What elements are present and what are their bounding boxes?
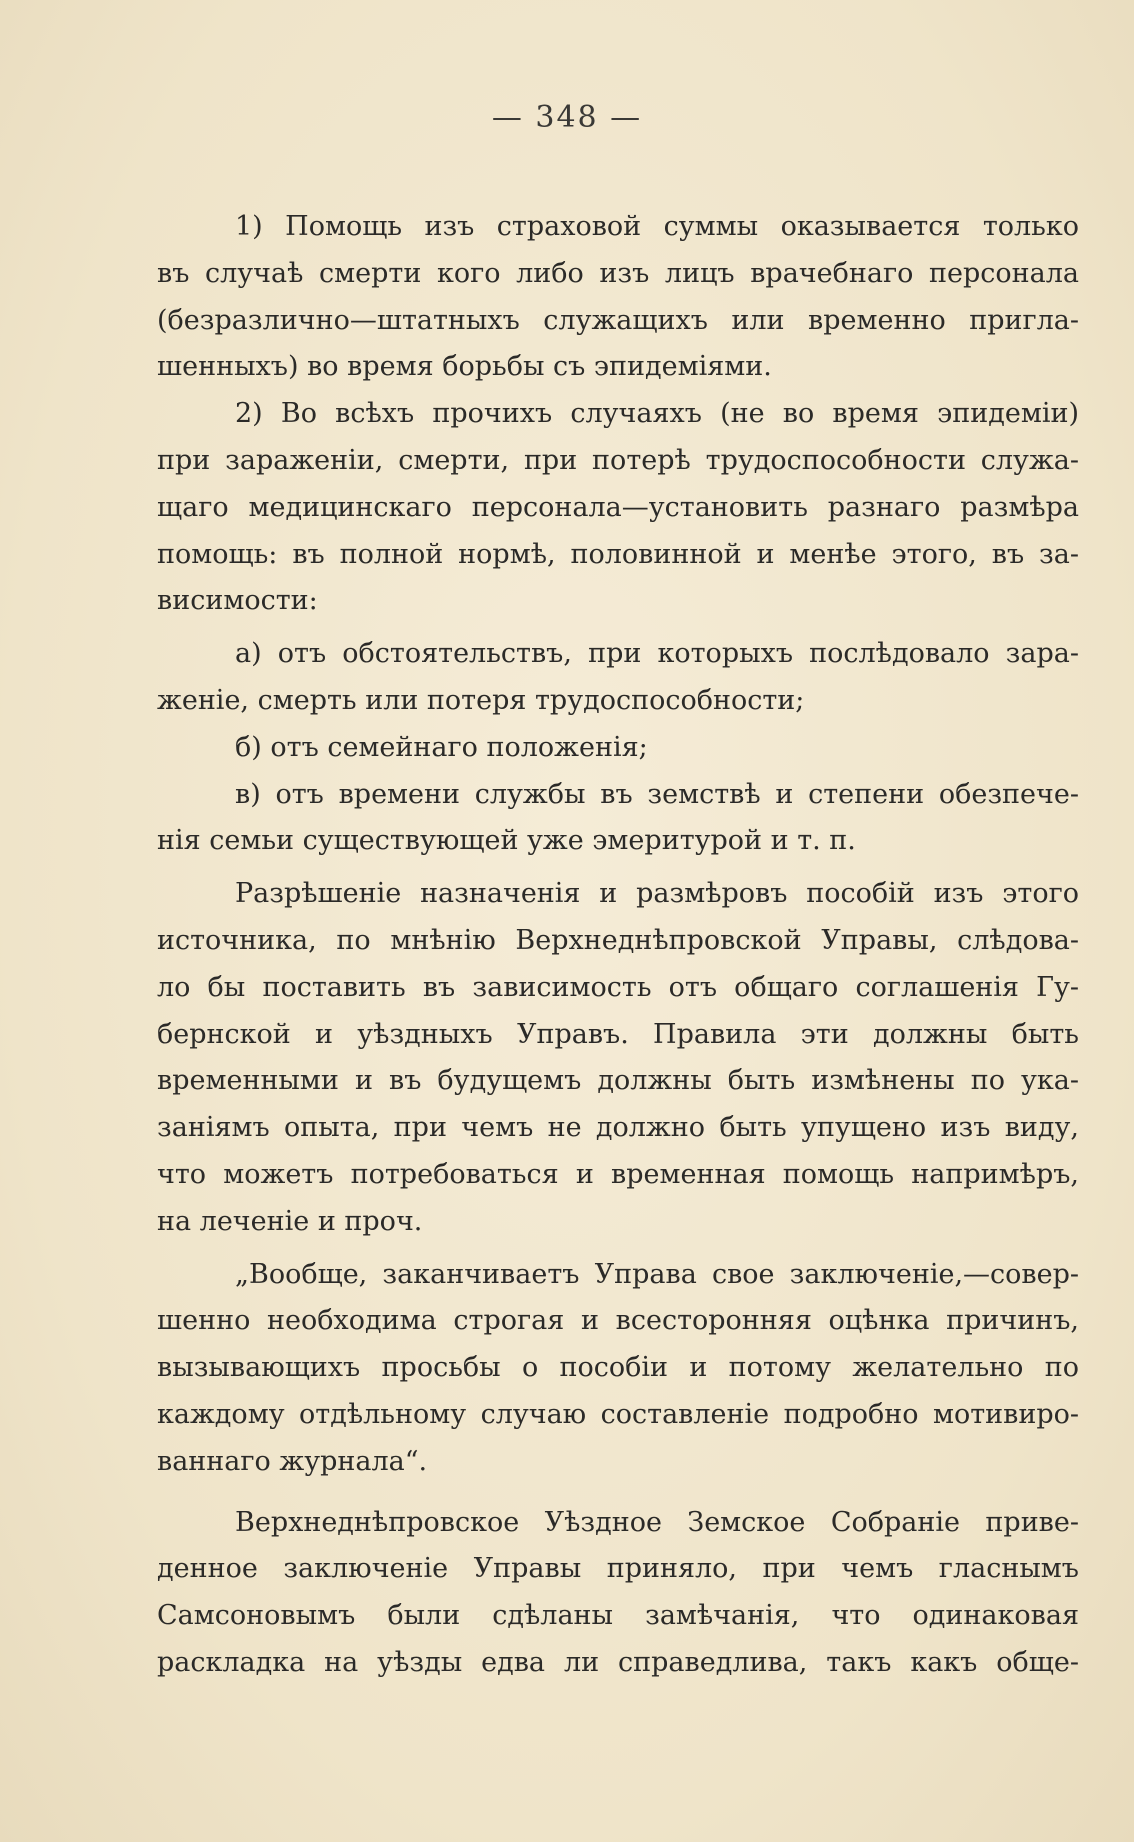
- text-line: шенныхъ) во время борьбы съ эпидеміями.: [157, 351, 772, 383]
- text-line: источника, по мнѣнію Верхнеднѣпровской Управы, слѣдова-: [157, 924, 1079, 956]
- paragraph-4: [157, 1252, 1079, 1486]
- body-text: [157, 204, 1079, 1687]
- text-line: щаго медицинскаго персонала—установить разнаго размѣра: [157, 491, 1079, 523]
- page-number: — 348 —: [491, 100, 643, 135]
- text-line: въ случаѣ смерти кого либо изъ лицъ врачебнаго персонала: [157, 257, 1079, 289]
- text-line: 1) Помощь изъ страховой суммы оказывается только: [235, 211, 1079, 242]
- text-line: шенно необходима строгая и всесторонняя оцѣнка причинъ,: [157, 1305, 1079, 1337]
- paragraph-3: [157, 871, 1079, 1245]
- text-line: б) отъ семейнаго положенія;: [235, 731, 648, 763]
- text-line: денное заключеніе Управы приняло, при чемъ гласнымъ: [157, 1553, 1079, 1585]
- text-line: временными и въ будущемъ должны быть измѣнены по ука-: [157, 1065, 1079, 1097]
- text-line: заніямъ опыта, при чемъ не должно быть упущено изъ виду,: [157, 1112, 1079, 1144]
- list-item-a: [157, 631, 1079, 725]
- text-line: вызывающихъ просьбы о пособіи и потому желательно по: [157, 1352, 1079, 1384]
- paragraph-5: [157, 1500, 1079, 1687]
- text-line: (безразлично—штатныхъ служащихъ или временно пригла-: [157, 304, 1079, 336]
- text-line: помощь: въ полной нормѣ, половинной и менѣе этого, въ за-: [157, 538, 1079, 570]
- text-line: висимости:: [157, 585, 318, 617]
- paragraph-2: [157, 391, 1079, 625]
- text-line: что можетъ потребоваться и временная помощь напримѣръ,: [157, 1158, 1079, 1190]
- text-line: на леченіе и проч.: [157, 1205, 423, 1237]
- text-line: ваннаго журнала“.: [157, 1445, 428, 1477]
- text-line: раскладка на уѣзды едва ли справедлива, такъ какъ обще-: [157, 1646, 1079, 1678]
- text-line: а) отъ обстоятельствъ, при которыхъ послѣдовало зара-: [235, 638, 1079, 670]
- text-line: бернской и уѣздныхъ Управъ. Правила эти должны быть: [157, 1018, 1079, 1050]
- text-line: при зараженіи, смерти, при потерѣ трудоспособности служа-: [157, 444, 1079, 476]
- text-line: каждому отдѣльному случаю составленіе подробно мотивиро-: [157, 1398, 1079, 1430]
- text-line: 2) Во всѣхъ прочихъ случаяхъ (не во время эпидеміи): [235, 398, 1079, 430]
- text-line: Разрѣшеніе назначенія и размѣровъ пособій изъ этого: [235, 878, 1079, 910]
- text-line: Самсоновымъ были сдѣланы замѣчанія, что одинаковая: [157, 1600, 1079, 1632]
- paragraph-1: [157, 204, 1079, 391]
- text-line: „Вообще, заканчиваетъ Управа свое заключеніе,—совер-: [235, 1258, 1079, 1290]
- text-line: нія семьи существующей уже эмеритурой и т. п.: [157, 825, 856, 857]
- text-line: ло бы поставить въ зависимость отъ общаго соглашенія Гу-: [157, 971, 1079, 1003]
- text-line: Верхнеднѣпровское Уѣздное Земское Собраніе приве-: [235, 1506, 1079, 1538]
- text-line: женіе, смерть или потеря трудоспособности;: [157, 684, 805, 716]
- list-item-c: [157, 772, 1079, 866]
- text-line: в) отъ времени службы въ земствѣ и степени обезпече-: [235, 778, 1079, 810]
- list-item-b: [157, 725, 1079, 772]
